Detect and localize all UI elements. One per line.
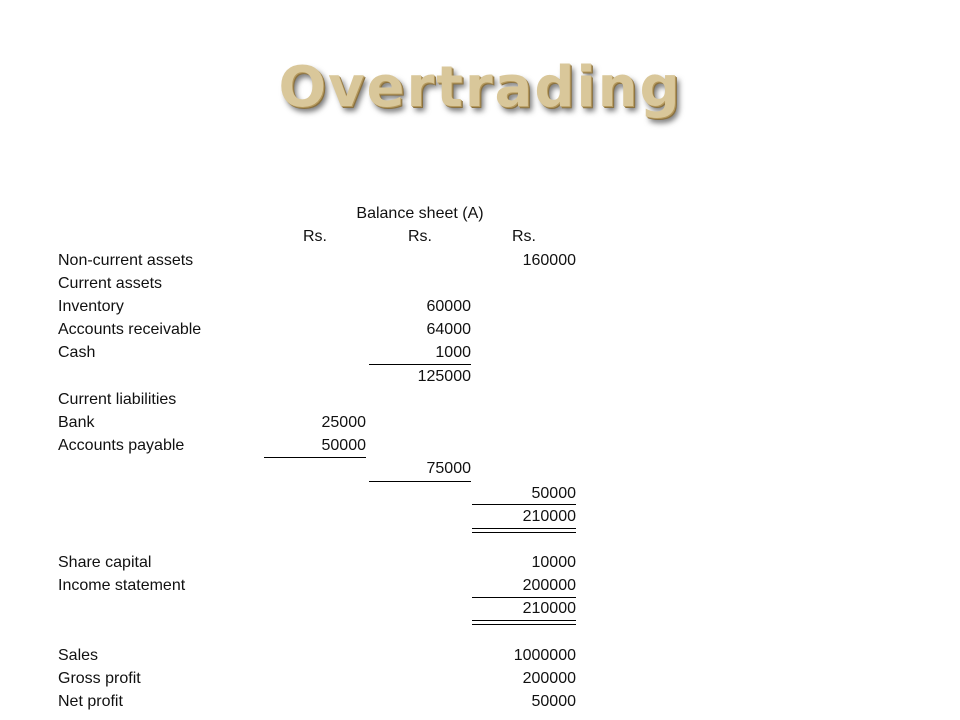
value-share-capital: 10000	[531, 554, 576, 571]
underline-current-assets	[369, 364, 471, 365]
value-gross-profit: 200000	[522, 670, 576, 687]
value-current-liabilities-total: 75000	[426, 460, 471, 477]
double-underline-equity	[472, 620, 576, 625]
underline-current-liabilities	[264, 457, 366, 458]
row-label-non-current-assets: Non-current assets	[58, 252, 194, 269]
underline-current-liabilities-total	[369, 481, 471, 482]
value-bank: 25000	[321, 414, 366, 431]
column-header-1: Rs.	[303, 228, 327, 245]
row-label-sales: Sales	[58, 647, 99, 664]
row-label-share-capital: Share capital	[58, 554, 152, 571]
column-header-2: Rs.	[408, 228, 432, 245]
row-label-accounts-receivable: Accounts receivable	[58, 321, 202, 338]
row-label-current-assets: Current assets	[58, 275, 163, 292]
value-net-assets-total: 210000	[522, 508, 576, 525]
row-label-income-statement: Income statement	[58, 577, 186, 594]
value-inventory: 60000	[426, 298, 471, 315]
underline-net-current-assets	[472, 504, 576, 505]
slide-title: Overtrading	[278, 55, 682, 120]
row-label-cash: Cash	[58, 344, 96, 361]
value-current-assets-total: 125000	[417, 368, 471, 385]
row-label-bank: Bank	[58, 414, 95, 431]
value-net-profit: 50000	[531, 693, 576, 710]
value-cash: 1000	[435, 344, 471, 361]
row-label-current-liabilities: Current liabilities	[58, 391, 177, 408]
value-sales: 1000000	[513, 647, 576, 664]
row-label-accounts-payable: Accounts payable	[58, 437, 185, 454]
row-label-gross-profit: Gross profit	[58, 670, 141, 687]
row-label-net-profit: Net profit	[58, 693, 123, 710]
value-net-current-assets: 50000	[531, 485, 576, 502]
value-accounts-receivable: 64000	[426, 321, 471, 338]
value-income-statement: 200000	[522, 577, 576, 594]
double-underline-net-assets	[472, 528, 576, 533]
balance-sheet-heading: Balance sheet (A)	[356, 205, 484, 222]
value-non-current-assets: 160000	[522, 252, 576, 269]
value-equity-total: 210000	[522, 600, 576, 617]
column-header-3: Rs.	[512, 228, 536, 245]
value-accounts-payable: 50000	[321, 437, 366, 454]
row-label-inventory: Inventory	[58, 298, 124, 315]
